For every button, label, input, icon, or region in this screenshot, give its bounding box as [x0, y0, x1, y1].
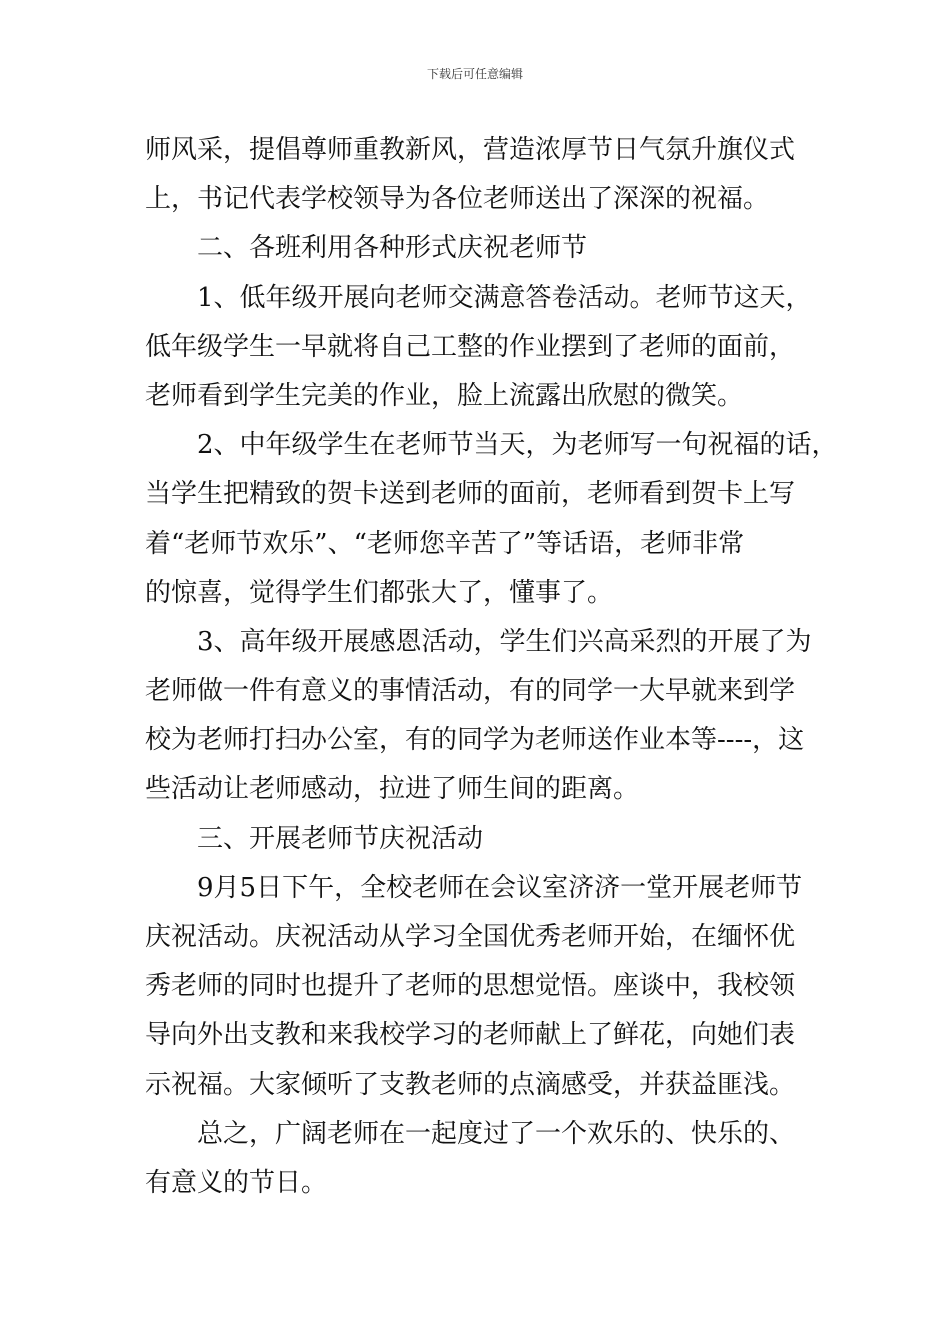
text-line: 着“老师节欢乐”、“老师您辛苦了”等话语，老师非常 — [145, 528, 745, 559]
text-line: 2、中年级学生在老师节当天，为老师写一句祝福的话， — [197, 430, 838, 461]
text-line: 秀老师的同时也提升了老师的思想觉悟。座谈中，我校领 — [145, 971, 796, 1002]
text-line: 师风采，提倡尊师重教新风，营造浓厚节日气氛升旗仪式 — [145, 135, 796, 165]
text-line: 示祝福。大家倾听了支教老师的点滴感受，并获益匪浅。 — [145, 1069, 796, 1100]
text-line: 的惊喜，觉得学生们都张大了，懂事了。 — [145, 577, 614, 608]
text-line: 校为老师打扫办公室，有的同学为老师送作业本等----，这 — [145, 725, 805, 756]
document-body — [145, 126, 838, 1208]
text-line: 1、低年级开展向老师交满意答卷活动。老师节这天， — [197, 282, 812, 313]
text-line: 总之，广阔老师在一起度过了一个欢乐的、快乐的、 — [197, 1118, 796, 1149]
text-line: 当学生把精致的贺卡送到老师的面前，老师看到贺卡上写 — [145, 479, 796, 510]
text-line: 老师看到学生完美的作业，脸上流露出欣慰的微笑。 — [145, 380, 744, 411]
section-heading: 三、开展老师节庆祝活动 — [197, 823, 484, 854]
text-line: 庆祝活动。庆祝活动从学习全国优秀老师开始，在缅怀优 — [145, 922, 796, 952]
text-line: 些活动让老师感动，拉进了师生间的距离。 — [145, 774, 640, 805]
text-line: 3、高年级开展感恩活动，学生们兴高采烈的开展了为 — [197, 626, 812, 657]
section-heading: 二、各班利用各种形式庆祝老师节 — [197, 233, 588, 264]
text-line: 导向外出支教和来我校学习的老师献上了鲜花，向她们表 — [145, 1020, 796, 1051]
text-line: 上，书记代表学校领导为各位老师送出了深深的祝福。 — [145, 184, 770, 215]
text-line: 老师做一件有意义的事情活动，有的同学一大早就来到学 — [145, 676, 796, 707]
text-line: 有意义的节日。 — [145, 1167, 328, 1198]
page-header: 下载后可任意编辑 — [426, 67, 523, 81]
text-line: 9月5日下午，全校老师在会议室济济一堂开展老师节 — [197, 872, 803, 903]
text-line: 低年级学生一早就将自己工整的作业摆到了老师的面前， — [145, 331, 796, 362]
